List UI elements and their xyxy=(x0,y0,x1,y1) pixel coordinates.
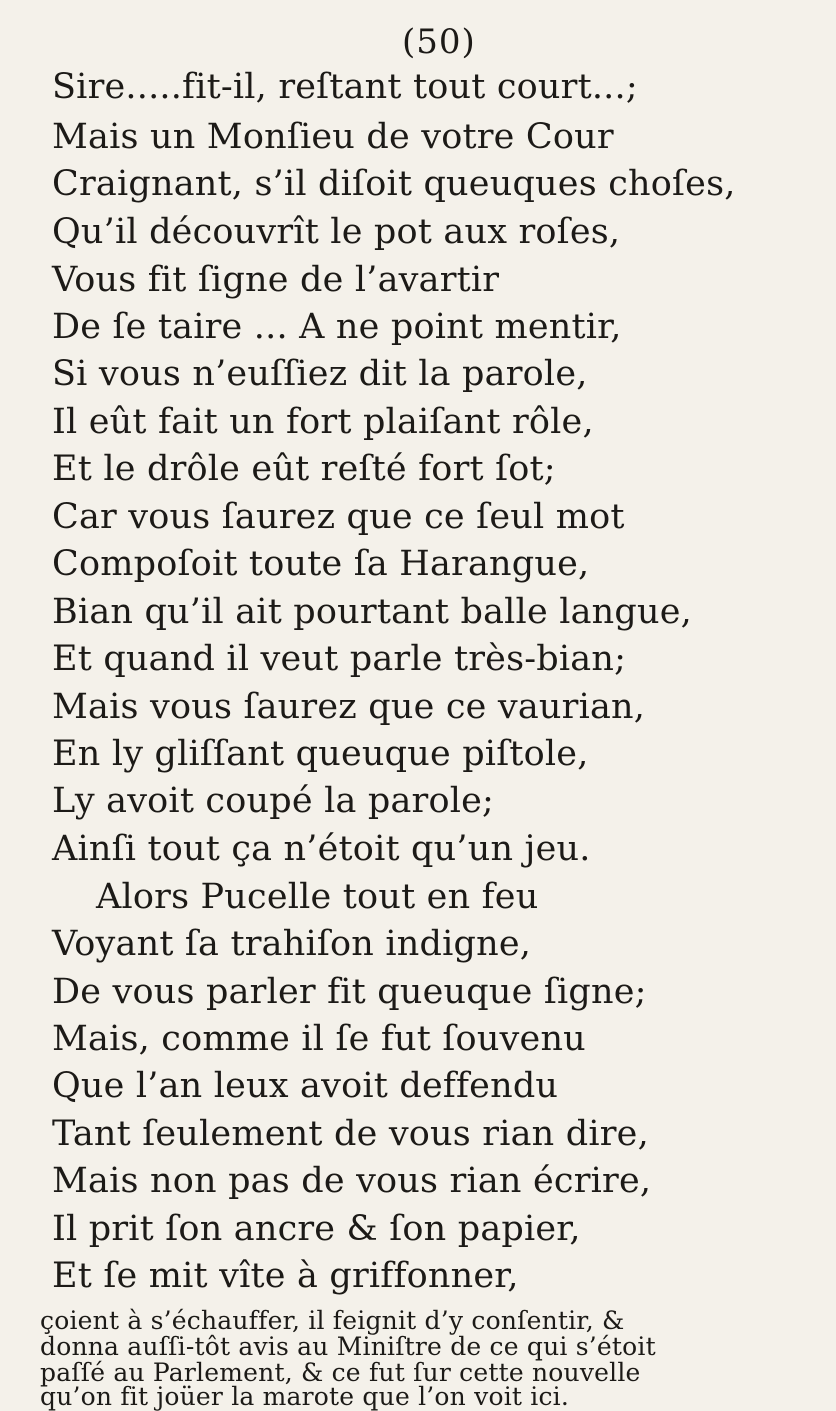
verse-line-4: Qu’il découvrît le pot aux roſes, xyxy=(52,212,621,252)
verse-line-20: De vous parler fit queuque ſigne; xyxy=(52,972,647,1012)
verse-line-21: Mais, comme il ſe fut ſouvenu xyxy=(52,1019,586,1059)
verse-line-10: Car vous ſaurez que ce ſeul mot xyxy=(52,497,625,537)
verse-line-17: Ainſi tout ça n’étoit qu’un jeu. xyxy=(52,829,591,869)
verse-line-7: Si vous n’euſſiez dit la parole, xyxy=(52,354,588,394)
verse-line-9: Et le drôle eût reſté fort ſot; xyxy=(52,449,556,489)
verse-line-13: Et quand il veut parle très-bian; xyxy=(52,639,627,679)
verse-line-1: Sire.....fit-il, reſtant tout court...; xyxy=(52,67,638,107)
verse-line-18: Alors Pucelle tout en feu xyxy=(96,877,539,917)
verse-line-3: Craignant, s’il diſoit queuques choſes, xyxy=(52,164,736,204)
page-number: (50) xyxy=(402,22,476,62)
verse-line-8: Il eût fait un fort plaiſant rôle, xyxy=(52,402,594,442)
verse-line-19: Voyant ſa trahiſon indigne, xyxy=(52,924,532,964)
footnote-line-4: qu’on fit joüer la marote que l’on voit ici. xyxy=(40,1382,570,1411)
footnote-line-2: donna auſſi-tôt avis au Miniſtre de ce qui s’étoit xyxy=(40,1332,656,1361)
footnote-line-3: paſſé au Parlement, & ce fut ſur cette nouvelle xyxy=(40,1358,641,1387)
verse-line-6: De ſe taire ... A ne point mentir, xyxy=(52,307,622,347)
verse-line-26: Et ſe mit vîte à griffonner, xyxy=(52,1256,519,1296)
verse-line-15: En ly gliſſant queuque piſtole, xyxy=(52,734,589,774)
verse-line-14: Mais vous ſaurez que ce vaurian, xyxy=(52,687,646,727)
verse-line-16: Ly avoit coupé la parole; xyxy=(52,781,495,821)
footnote-line-1: çoient à s’échauffer, il feignit d’y conſentir, & xyxy=(40,1306,625,1335)
verse-line-24: Mais non pas de vous rian écrire, xyxy=(52,1161,652,1201)
verse-line-22: Que l’an leux avoit deffendu xyxy=(52,1066,559,1106)
verse-line-23: Tant ſeulement de vous rian dire, xyxy=(52,1114,649,1154)
verse-line-11: Compoſoit toute ſa Harangue, xyxy=(52,544,590,584)
verse-line-2: Mais un Monſieu de votre Cour xyxy=(52,117,614,157)
verse-line-12: Bian qu’il ait pourtant balle langue, xyxy=(52,592,692,632)
verse-line-5: Vous fit ſigne de l’avartir xyxy=(52,260,500,300)
verse-line-25: Il prit ſon ancre & ſon papier, xyxy=(52,1209,581,1249)
